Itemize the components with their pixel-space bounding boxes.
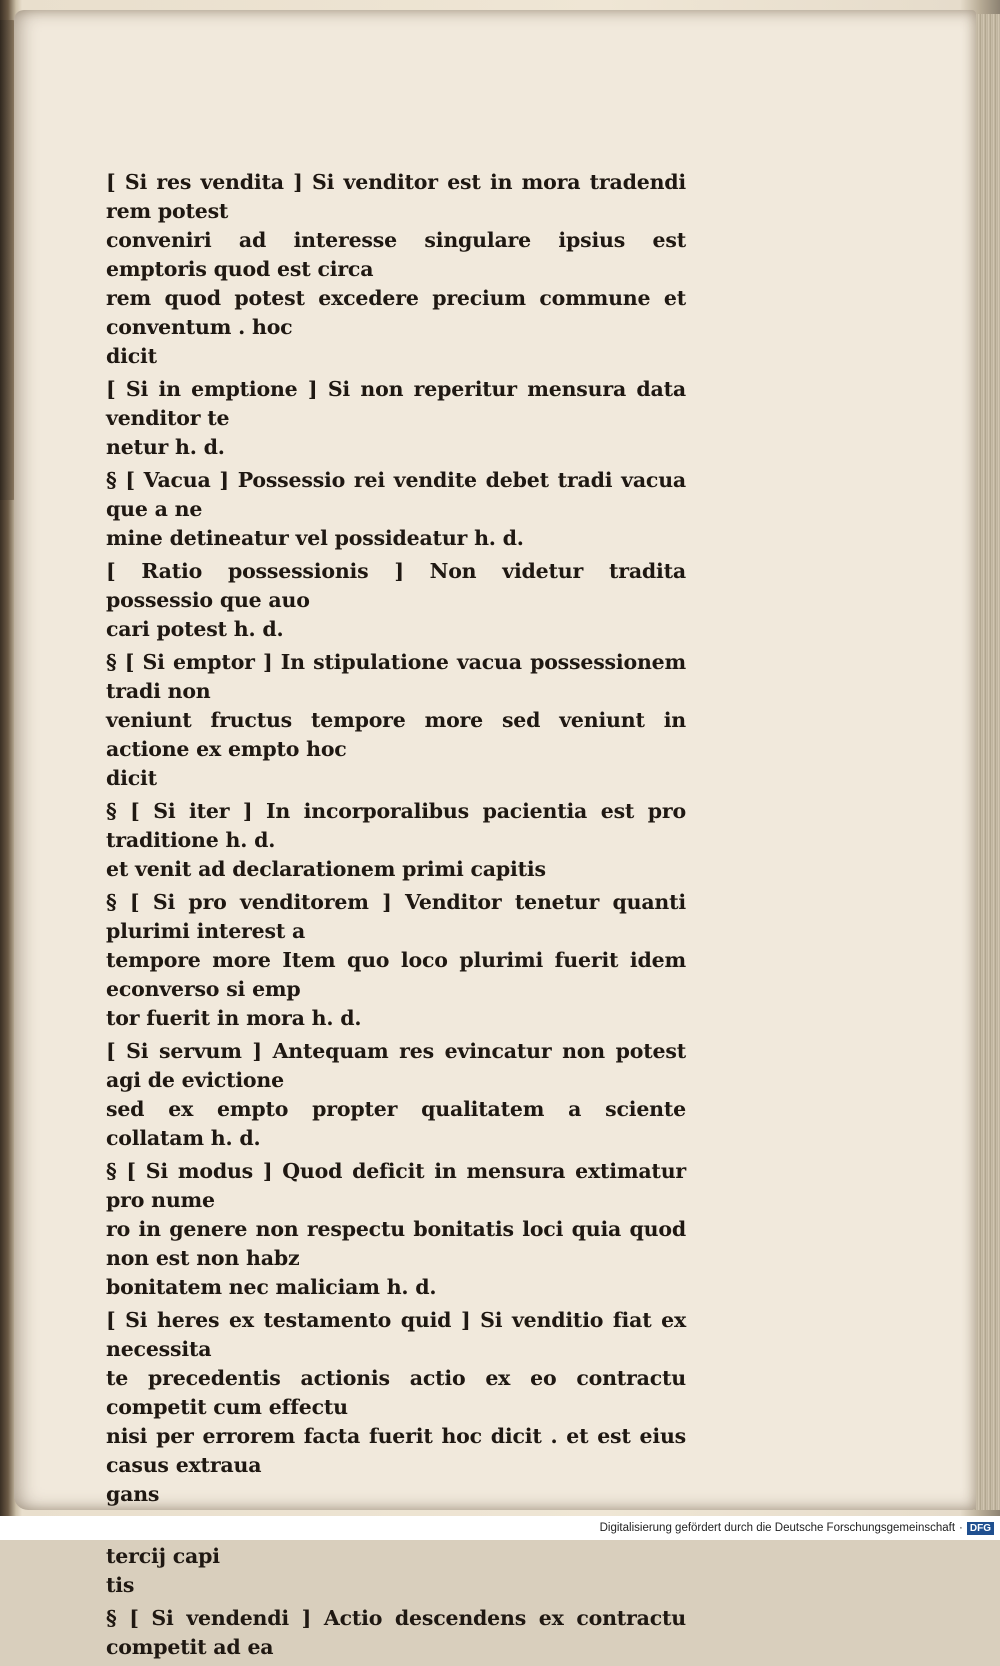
- text-entry: [106, 1037, 686, 1153]
- text-line: § [ Si emptor ] In stipulatione vacua possessionem tradi non: [106, 650, 686, 703]
- text-line: tor fuerit in mora h. d.: [106, 1006, 362, 1030]
- text-line: bonitatem nec maliciam h. d.: [106, 1275, 437, 1299]
- text-line: netur h. d.: [106, 435, 225, 459]
- text-line: § [ Si vendendi ] Actio descendens ex contractu competit ad ea: [106, 1606, 686, 1659]
- text-line: tempore more Item quo loco plurimi fuerit idem econverso si emp: [106, 948, 686, 1001]
- text-line: sed ex empto propter qualitatem a sciente collatam h. d.: [106, 1097, 686, 1150]
- printed-text-block: [106, 168, 686, 1666]
- text-line: [ Si in emptione ] Si non reperitur mensura data venditor te: [106, 377, 686, 430]
- text-line: ro in genere non respectu bonitatis loci quia quod non est non habz: [106, 1217, 686, 1270]
- text-line: tis: [106, 1573, 135, 1597]
- text-line: veniunt fructus tempore more sed veniunt in actione ex empto hoc: [106, 708, 686, 761]
- text-line: [ Si servum ] Antequam res evincatur non potest agi de evictione: [106, 1039, 686, 1092]
- text-line: § [ Si modus ] Quod deficit in mensura extimatur pro nume: [106, 1159, 686, 1212]
- text-line: [ Ratio possessionis ] Non videtur tradita possessio que auo: [106, 559, 686, 612]
- text-entry: [106, 557, 686, 644]
- text-line: dicit: [106, 344, 157, 368]
- text-line: conveniri ad interesse singulare ipsius est emptoris quod est circa: [106, 228, 686, 281]
- text-entry: [106, 1157, 686, 1302]
- text-line: mine detineatur vel possideatur h. d.: [106, 526, 524, 550]
- text-entry: [106, 1306, 686, 1509]
- text-entry: [106, 168, 686, 371]
- text-line: § [ Si iter ] In incorporalibus pacientia est pro traditione h. d.: [106, 799, 686, 852]
- text-entry: [106, 1604, 686, 1662]
- text-line: tercij capi: [106, 1544, 220, 1568]
- text-line: § [ Si pro venditorem ] Venditor tenetur quanti plurimi interest a: [106, 890, 686, 943]
- text-line: te precedentis actionis actio ex eo contractu competit cum effectu: [106, 1366, 686, 1419]
- text-line: et venit ad declarationem primi capitis: [106, 857, 546, 881]
- text-line: nisi per errorem facta fuerit hoc dicit . et est eius casus extraua: [106, 1424, 686, 1477]
- credit-separator: ·: [959, 1522, 963, 1534]
- text-line: dicit: [106, 766, 157, 790]
- text-line: rem quod potest excedere precium commune et conventum . hoc: [106, 286, 686, 339]
- text-entry: [106, 797, 686, 884]
- digitization-credit: [600, 1519, 994, 1537]
- text-line: cari potest h. d.: [106, 617, 284, 641]
- dfg-logo: DFG: [967, 1522, 994, 1535]
- text-entry: [106, 466, 686, 553]
- text-line: § [ Vacua ] Possessio rei vendite debet tradi vacua que a ne: [106, 468, 686, 521]
- text-entry: [106, 648, 686, 793]
- text-entry: [106, 375, 686, 462]
- text-line: [ Si res vendita ] Si venditor est in mora tradendi rem potest: [106, 170, 686, 223]
- text-line: gans: [106, 1482, 160, 1506]
- text-entry: [106, 888, 686, 1033]
- text-line: [ Si heres ex testamento quid ] Si venditio fiat ex necessita: [106, 1308, 686, 1361]
- credit-text: Digitalisierung gefördert durch die Deutsche Forschungsgemeinschaft: [599, 1522, 956, 1534]
